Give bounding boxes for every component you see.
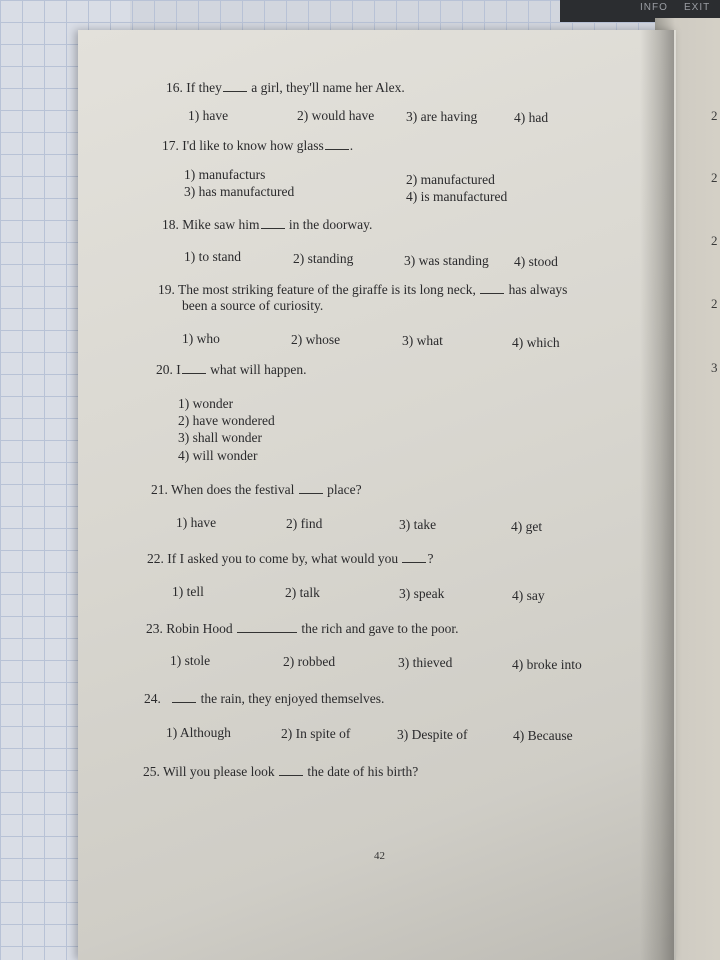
option: 3) are having [406,109,478,124]
facing-page-number: 2 [711,233,718,248]
question-text-post: the rich and gave to the poor. [301,621,459,636]
question-text-post: has always [508,282,568,297]
option: 2) find [286,516,323,531]
facing-page-number: 2 [711,296,718,311]
question-text-post: . [349,138,354,153]
answer-blank[interactable] [182,373,206,374]
question-text-pre: If they [186,80,222,95]
option: 3) thieved [398,655,453,670]
option: 4) which [512,335,560,350]
option: 1) manufacturs [184,167,266,182]
option: 1) tell [172,584,204,599]
option: 4) broke into [512,657,582,672]
option: 3) has manufactured [184,184,295,199]
option: 4) had [514,110,549,125]
option: 4) is manufactured [406,189,508,204]
question-number: 25. [143,764,160,779]
question-24 [144,691,384,707]
question-number: 20. [156,362,173,377]
option: 1) to stand [184,249,241,264]
answer-blank[interactable] [325,149,349,150]
question-text-pre: When does the festival [171,482,295,497]
question-text-line2: been a source of curiosity. [182,298,324,313]
option: 3) take [399,517,437,532]
option: 4) stood [514,254,558,269]
question-text-post: the rain, they enjoyed themselves. [200,691,385,706]
option: 1) stole [170,653,211,668]
option: 2) manufactured [406,172,495,187]
question-number: 18. [162,217,179,232]
option: 2) In spite of [281,726,351,741]
option: 2) whose [291,332,341,347]
answer-blank[interactable] [261,228,285,229]
facing-page-number: 2 [711,170,718,185]
option: 2) standing [293,251,354,266]
question-text-post: the date of his birth? [307,764,419,779]
page-number: 42 [374,850,385,862]
question-18 [162,217,372,233]
question-text-pre: Mike saw him [182,217,260,232]
question-text-pre: If I asked you to come by, what would you [167,551,399,566]
option: 2) would have [297,108,375,123]
question-text-post: what will happen. [210,362,307,377]
answer-blank[interactable] [299,493,323,494]
question-16 [166,80,405,96]
option: 1) have [176,515,217,530]
option: 4) get [511,519,543,534]
question-text-post: a girl, they'll name her Alex. [251,80,405,95]
question-17 [162,138,353,154]
question-number: 24. [144,691,161,706]
question-text-pre: The most striking feature of the giraffe is its long neck, [178,282,476,297]
option: 3) speak [399,586,445,601]
option: 2) talk [285,585,320,600]
answer-blank[interactable] [402,562,426,563]
question-text-post: place? [327,482,362,497]
option: 3) shall wonder [178,430,262,445]
keyboard-key-label: INFO [640,2,668,13]
question-text-post: in the doorway. [288,217,373,232]
option: 1) Although [166,725,231,740]
option: 1) wonder [178,396,234,411]
keyboard-key-label: EXIT [684,2,711,13]
option: 4) will wonder [178,448,258,463]
question-19 [158,282,567,298]
answer-blank[interactable] [223,91,247,92]
question-20 [156,362,306,378]
question-number: 22. [147,551,164,566]
question-text-post: ? [427,551,434,566]
question-21 [151,482,362,498]
answer-blank[interactable] [172,702,196,703]
question-number: 16. [166,80,183,95]
question-number: 23. [146,621,163,636]
question-number: 17. [162,138,179,153]
question-25 [143,764,418,780]
question-text-pre: Will you please look [163,764,275,779]
question-text-pre: I'd like to know how glass [182,138,324,153]
question-number: 19. [158,282,175,297]
option: 1) who [182,331,220,346]
option: 3) what [402,333,443,348]
facing-page-number: 2 [711,108,718,123]
option: 4) Because [513,728,573,743]
question-22 [147,551,433,567]
question-number: 21. [151,482,168,497]
option: 3) Despite of [397,727,468,742]
option: 2) robbed [283,654,336,669]
question-text-pre: I [176,362,181,377]
option: 4) say [512,588,545,603]
option: 1) have [188,108,229,123]
option: 2) have wondered [178,413,275,428]
question-text-pre: Robin Hood [166,621,233,636]
question-23 [146,621,458,637]
answer-blank[interactable] [279,775,303,776]
answer-blank[interactable] [237,632,297,633]
facing-page-number: 3 [711,360,718,375]
answer-blank[interactable] [480,293,504,294]
option: 3) was standing [404,253,489,268]
